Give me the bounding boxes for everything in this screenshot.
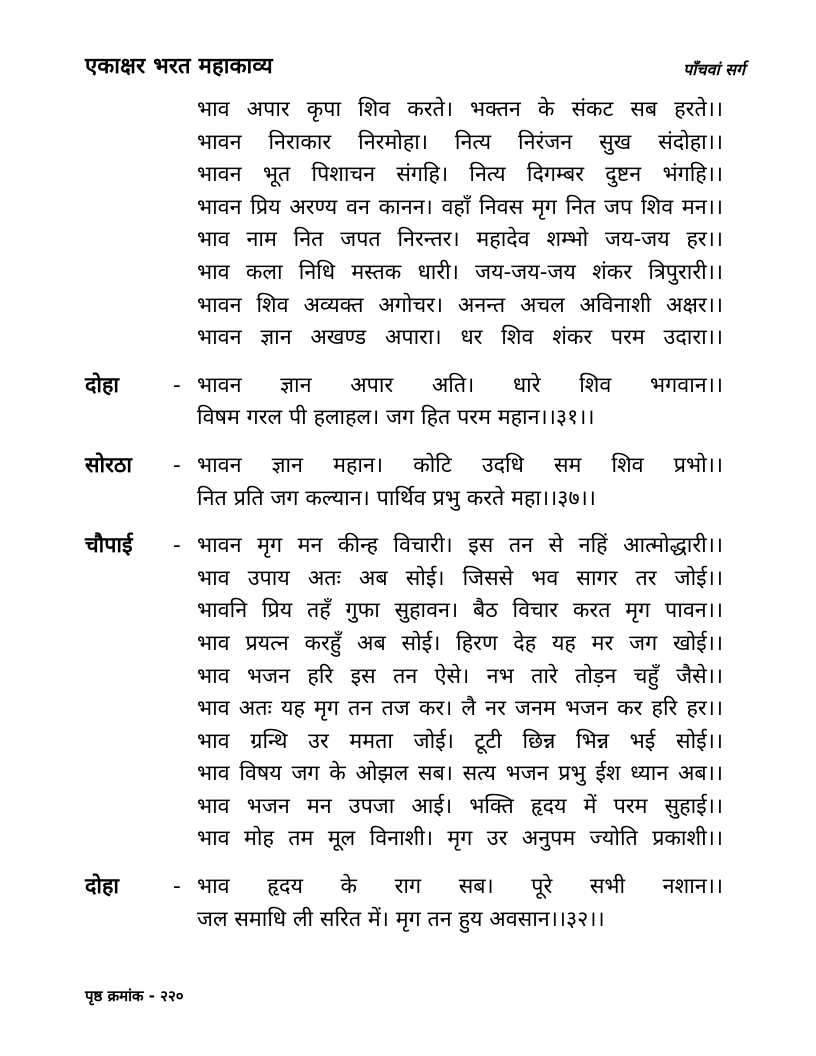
verse-line: भाव प्रयत्न करहुँ अब सोई। हिरण देह यह मर जग खोई।। (197, 630, 723, 656)
page-number: पृष्ठ क्रमांक - २२० (85, 987, 184, 1005)
verse-line: भावन ज्ञान अखण्ड अपारा। धर शिव शंकर परम उदारा।। (197, 325, 723, 351)
verse-block-opening (197, 94, 723, 355)
verse-line: भाव उपाय अतः अब सोई। जिससे भव सागर तर जोई।। (197, 565, 723, 591)
stanza-chaupai (85, 530, 723, 856)
stanza-label: दोहा (85, 874, 119, 900)
stanza-lines (197, 530, 723, 856)
stanza-label: सोरठा (85, 452, 132, 478)
stanza-dash: - (173, 372, 181, 398)
verse-line: भावनि प्रिय तहँ गुफा सुहावन। बैठ विचार करत मृग पावन।। (197, 598, 723, 624)
stanza-lines (197, 370, 723, 435)
verse-line: भाव ग्रन्थि उर ममता जोई। टूटी छिन्न भिन्न भई सोई।। (197, 728, 723, 754)
verse-line: भाव भजन मन उपजा आई। भक्ति हृदय में परम सुहाई।। (197, 793, 723, 819)
chapter-title: पाँचवां सर्ग (683, 60, 745, 79)
stanza-soratha-37 (85, 450, 723, 515)
verse-line: भाव अपार कृपा शिव करते। भक्तन के संकट सब हरते।। (197, 97, 723, 122)
verse-line: भाव हृदय के राग सब। पूरे सभी नशान।। (197, 874, 723, 900)
verse-line: भावन शिव अव्यक्त अगोचर। अनन्त अचल अविनाशी अक्षर।। (197, 292, 723, 318)
verse-line: भावन मृग मन कीन्ह विचारी। इस तन से नहिं आत्मोद्धारी।। (197, 533, 723, 559)
book-title: एकाक्षर भरत महाकाव्य (85, 54, 273, 79)
stanza-dash: - (173, 874, 181, 900)
verse-line: भावन निराकार निरमोहा। नित्य निरंजन सुख संदोहा।। (197, 129, 723, 155)
stanza-doha-32 (85, 871, 723, 936)
verse-line: भाव नाम नित जपत निरन्तर। महादेव शम्भो जय-जय हर।। (197, 227, 723, 253)
page-footer (85, 986, 184, 1006)
stanza-dash: - (173, 533, 181, 559)
verse-line: भाव भजन हरि इस तन ऐसे। नभ तारे तोड़न चहुँ जैसे।। (197, 663, 723, 689)
verse-line: भाव अतः यह मृग तन तज कर। लै नर जनम भजन कर हरि हर।। (197, 696, 723, 722)
stanza-label: दोहा (85, 372, 119, 398)
stanza-lines (197, 871, 723, 936)
stanza-dash: - (173, 452, 181, 478)
page-header (85, 50, 745, 80)
stanza-label: चौपाई (85, 533, 133, 559)
verse-line: जल समाधि ली सरित में। मृग तन हुय अवसान।।३२।। (197, 906, 605, 932)
verse-line: भाव विषय जग के ओझल सब। सत्य भजन प्रभु ईश ध्यान अब।। (197, 761, 723, 787)
stanza-doha-31 (85, 370, 723, 435)
verse-line: भावन ज्ञान अपार अति। धारे शिव भगवान।। (197, 372, 723, 398)
page-body (85, 94, 723, 936)
verse-line: भाव कला निधि मस्तक धारी। जय-जय-जय शंकर त्रिपुरारी।। (197, 259, 723, 285)
verse-line: भावन भूत पिशाचन संगहि। नित्य दिगम्बर दुष्टन भंगहि।। (197, 162, 723, 188)
verse-line: नित प्रति जग कल्यान। पार्थिव प्रभु करते महा।।३७।। (197, 485, 596, 511)
verse-line: भावन प्रिय अरण्य वन कानन। वहाँ निवस मृग नित जप शिव मन।। (197, 194, 723, 220)
verse-line: विषम गरल पी हलाहल। जग हित परम महान।।३१।। (197, 405, 595, 431)
verse-line: भाव मोह तम मूल विनाशी। मृग उर अनुपम ज्योति प्रकाशी।। (197, 826, 723, 852)
verse-line: भावन ज्ञान महान। कोटि उदधि सम शिव प्रभो।। (197, 452, 723, 478)
stanza-lines (197, 450, 723, 515)
